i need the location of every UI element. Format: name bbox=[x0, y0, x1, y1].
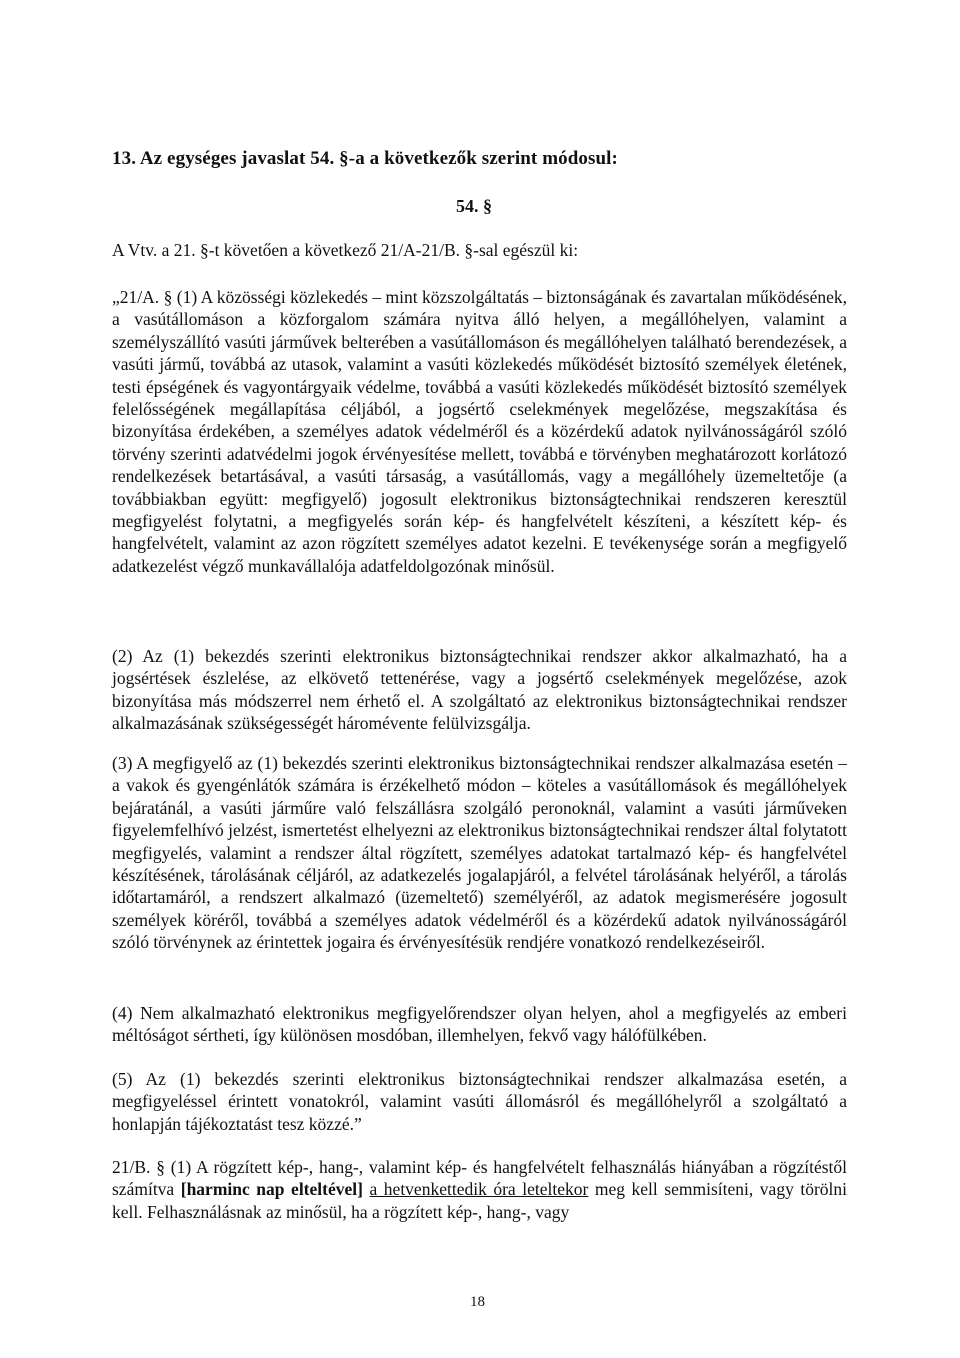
paragraph-21b-text-before: 21/B. § (1) A rögzített kép-, hang-, valamint kép- és hangfelvételt felhasználás hiányában a rögzítéstől számítva bbox=[112, 1157, 847, 1200]
inserted-text-underlined: a hetvenkettedik óra leteltekor bbox=[369, 1179, 589, 1200]
paragraph-21a-5: (5) Az (1) bekezdés szerinti elektronikus biztonságtechnikai rendszer alkalmazása esetén, a megfigyeléssel érintett vonatokról, valamint vasúti állomásról és megállóhelyről a szolgáltató a honlapján tájékoztatást tesz közzé.” bbox=[112, 1069, 847, 1134]
page-number: 18 bbox=[470, 1294, 485, 1310]
intro-line: A Vtv. a 21. §-t követően a következő 21/A-21/B. §-sal egészül ki: bbox=[112, 240, 579, 260]
paragraph-21b-text-after: meg kell semmisíteni, vagy törölni kell. Felhasználásnak az minősül, ha a rögzített kép-, hang-, vagy bbox=[112, 1179, 848, 1222]
removed-text-bracketed: [harminc nap elteltével] bbox=[180, 1179, 363, 1200]
section-number: 54. § bbox=[456, 196, 492, 216]
paragraph-21a-1: „21/A. § (1) A közösségi közlekedés – mint közszolgáltatás – biztonságának és zavartalan működésének, a vasútállomáson a közforgalom számára nyitva álló helyen, a megállóhelyen, valamint a személyszállító vasúti járművek belterében a vasútállomáson és megállóhelyen található berendezések, a vasúti jármű, továbbá az utasok, valamint a vasúti közlekedés működését biztosító személyek életének, testi épségének és vagyontárgyaik védelme, továbbá a vasúti közlekedés működését biztosító személyek felelősségének megállapítása céljából, a jogsértő cselekmények megelőzése, megszakítása és bizonyítása érdekében, a személyes adatok védelméről és a közérdekű adatok nyilvánosságáról szóló törvény szerinti adatvédelmi jogok érvényesítése mellett, továbbá e törvényben meghatározott korlátozó rendelkezések betartásával, a vasúti társaság, a vasútállomás, vagy a megállóhely üzemeltetője (a továbbiakban együtt: megfigyelő) jogosult elektronikus biztonságtechnikai rendszeren keresztül megfigyelést folytatni, a megfigyelés során kép- és hangfelvételt készíteni, a készített kép- és hangfelvételt, valamint az azon rögzített személyes adatot kezelni. E tevékenysége során a megfigyelő adatkezelést végző munkavállalója adatfeldolgozónak minősül. bbox=[112, 287, 847, 576]
paragraph-21a-3: (3) A megfigyelő az (1) bekezdés szerinti elektronikus biztonságtechnikai rendszer alkalmazása esetén – a vakok és gyengénlátók számára is érzékelhető módon – köteles a vasútállomások és megállóhelyek bejáratánál, a vasúti járműre való felszállásra szolgáló peronoknál, valamint a vasúti járműveken figyelemfelhívó jelzést, ismertetést elhelyezni az elektronikus biztonságtechnikai rendszer által folytatott megfigyelés, valamint a rendszer által rögzített, személyes adatokat tartalmazó kép- és hangfelvétel készítésének, tárolásának céljáról, az adatkezelés jogalapjáról, a felvétel tárolásának helyéről, a tárolás időtartamáról, a rendszert alkalmazó (üzemeltető) személyéről, az adatok megismerésére jogosult személyek köréről, továbbá a személyes adatok védelméről és a közérdekű adatok nyilvánosságáról szóló törvénynek az érintettek jogaira és érvényesítésük rendjére vonatkozó rendelkezéseiről. bbox=[112, 753, 847, 953]
paragraph-21a-4: (4) Nem alkalmazható elektronikus megfigyelőrendszer olyan helyen, ahol a megfigyelés az emberi méltóságot sértheti, így különösen mosdóban, illemhelyen, fekvő vagy hálófülkében. bbox=[112, 1003, 847, 1046]
paragraph-21a-2: (2) Az (1) bekezdés szerinti elektronikus biztonságtechnikai rendszer akkor alkalmazható, ha a jogsértések észlelése, az elkövető tettenérése, vagy a jogsértő cselekmények megelőzése, azok bizonyítása más módszerrel nem érhető el. A szolgáltató az elektronikus biztonságtechnikai rendszer alkalmazásának szükségességét háromévente felülvizsgálja. bbox=[112, 646, 847, 734]
paragraph-21b-1 bbox=[112, 1156, 847, 1223]
amendment-heading: 13. Az egységes javaslat 54. §-a a következők szerint módosul: bbox=[112, 148, 618, 169]
